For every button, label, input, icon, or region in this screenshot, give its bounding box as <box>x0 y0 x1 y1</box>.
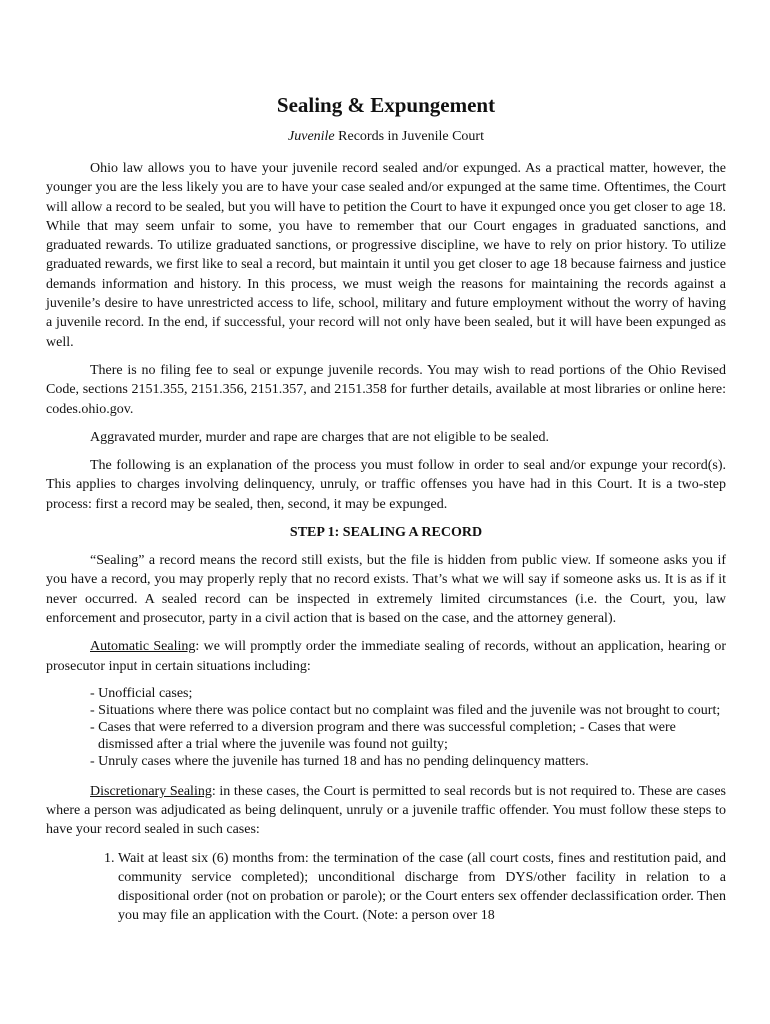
list-item: - Unofficial cases; <box>90 685 193 701</box>
intro-paragraph: Ohio law allows you to have your juvenile record sealed and/or expunged. As a practical matter, however, the younger you are the less likely you are to have your case sealed and/or expunged at the same time. Oftentimes, the Court will allow a record to be sealed, but you will have to petition the Court to have it expunged once you get closer to age 18. While that may seem unfair to some, you have to remember that our Court engages in graduated sanctions, and graduated rewards. To utilize graduated sanctions, or progressive discipline, we have to rely on prior history. To utilize graduated rewards, we first like to seal a record, but maintain it until you get closer to age 18 because fairness and justice demands information and history. In this process, we must weigh the reasons for maintaining the records against a juvenile’s desire to have unrestricted access to life, school, military and future employment without the worry of having a juvenile record. In the end, if successful, your record will not only have been sealed, but it will have been expunged as well. <box>46 161 726 350</box>
automatic-sealing-text: : we will promptly order the immediate sealing of records, without an application, hearing or prosecutor input in certain situations including: <box>46 639 726 674</box>
document-page <box>46 92 726 925</box>
list-item: 1. Wait at least six (6) months from: the termination of the case (all court costs, fines and restitution paid, and community service completed); unconditional discharge from DYS/other facility in relation to a dispositional order (not on probation or parole); or the Court enters sex offender declassification order. Then you may file an application with the Court. (Note: a person over 18 <box>118 849 726 925</box>
automatic-sealing-paragraph <box>46 637 726 676</box>
sealing-definition-paragraph: “Sealing” a record means the record still exists, but the file is hidden from public view. If someone asks you if you have a record, you may properly reply that no record exists. That’s what we will say if someone asks us. It is as if it never occurred. A sealed record can be inspected in extremely limited circumstances (i.e. the Court, you, law enforcement and prosecutor, party in a civil action that is based on the case, and the attorney general). <box>46 553 726 626</box>
filing-fee-paragraph: There is no filing fee to seal or expunge juvenile records. You may wish to read portions of the Ohio Revised Code, sections 2151.355, 2151.356, 2151.357, and 2151.358 for further details, available at most libraries or online here: codes.ohio.gov. <box>46 362 726 417</box>
automatic-sealing-list <box>46 685 726 770</box>
process-paragraph: The following is an explanation of the process you must follow in order to seal and/or expunge your record(s). This applies to charges involving delinquency, unruly, or traffic offenses you have had in this Court. It is a two-step process: first a record may be sealed, then, second, it may be expunged. <box>46 458 726 512</box>
list-item: - Situations where there was police contact but no complaint was filed and the juvenile was not brought to court; <box>90 702 721 718</box>
discretionary-sealing-text: : in these cases, the Court is permitted to seal records but is not required to. These are cases where a person was adjudicated as being delinquent, unruly or a juvenile traffic offender. You must follow these steps to have your record sealed in such cases: <box>46 783 726 838</box>
discretionary-sealing-paragraph <box>46 782 726 840</box>
step1-heading: STEP 1: SEALING A RECORD <box>289 525 483 541</box>
discretionary-steps-list <box>46 849 726 925</box>
subtitle-italic: Juvenile <box>288 129 335 144</box>
subtitle-rest: Records in Juvenile Court <box>334 129 484 144</box>
ineligible-charges-paragraph: Aggravated murder, murder and rape are charges that are not eligible to be sealed. <box>90 429 550 445</box>
list-item: - Unruly cases where the juvenile has turned 18 and has no pending delinquency matters. <box>90 753 589 769</box>
discretionary-sealing-label: Discretionary Sealing <box>90 783 212 799</box>
subtitle <box>46 128 726 146</box>
automatic-sealing-label: Automatic Sealing <box>90 639 196 655</box>
list-item: - Cases that were referred to a diversion program and there was successful completion; - Cases that were dismissed after a trial where the juvenile was found not guilty; <box>90 719 676 752</box>
page-title: Sealing & Expungement <box>276 93 496 117</box>
